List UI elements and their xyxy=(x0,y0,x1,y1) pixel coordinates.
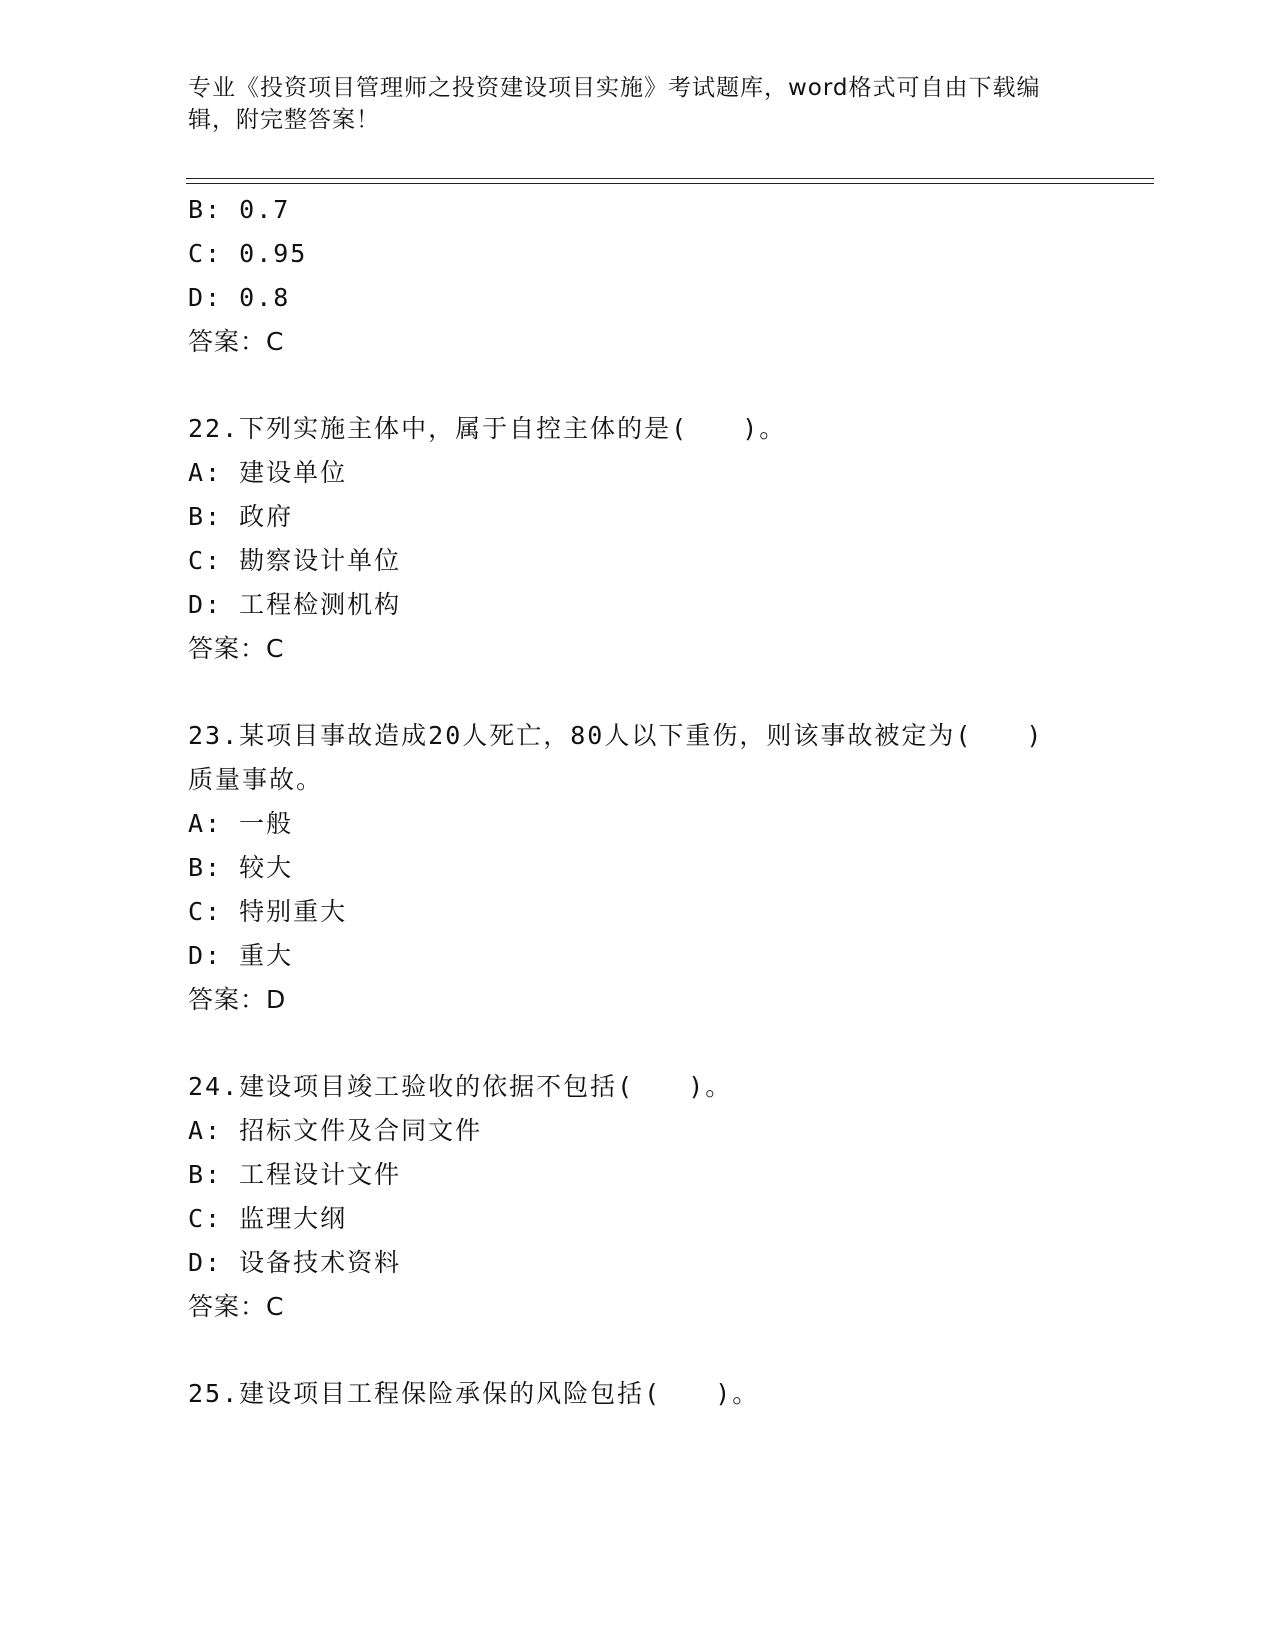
q21-option-b: B: 0.7 xyxy=(188,195,291,224)
q23-question-line-2: 质量事故。 xyxy=(188,765,324,794)
q24-option-a: A: 招标文件及合同文件 xyxy=(188,1116,483,1145)
q21-option-d: D: 0.8 xyxy=(188,283,291,312)
q22-option-d: D: 工程检测机构 xyxy=(188,590,402,619)
q23-option-a: A: 一般 xyxy=(188,809,294,838)
header-line-2: 辑，附完整答案！ xyxy=(188,107,380,133)
q24-answer: 答案：C xyxy=(188,1292,285,1321)
q22-answer: 答案：C xyxy=(188,634,285,663)
q22-question: 22.下列实施主体中，属于自控主体的是( )。 xyxy=(188,414,787,443)
header-divider-top xyxy=(186,178,1154,179)
q21-option-c: C: 0.95 xyxy=(188,239,308,268)
q22-option-c: C: 勘察设计单位 xyxy=(188,546,402,575)
q22-option-a: A: 建设单位 xyxy=(188,458,348,487)
q24-option-c: C: 监理大纲 xyxy=(188,1204,348,1233)
q23-option-c: C: 特别重大 xyxy=(188,897,348,926)
q24-option-d: D: 设备技术资料 xyxy=(188,1248,402,1277)
q23-answer: 答案：D xyxy=(188,985,287,1014)
header-line-1: 专业《投资项目管理师之投资建设项目实施》考试题库，word格式可自由下载编 xyxy=(188,75,1041,101)
q25-question: 25.建设项目工程保险承保的风险包括( )。 xyxy=(188,1379,760,1408)
q22-option-b: B: 政府 xyxy=(188,502,294,531)
document-header xyxy=(188,72,1068,136)
header-divider-bottom xyxy=(186,183,1154,184)
q24-question: 24.建设项目竣工验收的依据不包括( )。 xyxy=(188,1072,733,1101)
q23-option-b: B: 较大 xyxy=(188,853,294,882)
q24-option-b: B: 工程设计文件 xyxy=(188,1160,402,1189)
q23-question-line-1: 23.某项目事故造成20人死亡，80人以下重伤，则该事故被定为( ) xyxy=(188,721,1044,750)
q21-answer: 答案：C xyxy=(188,327,285,356)
q23-option-d: D: 重大 xyxy=(188,941,294,970)
